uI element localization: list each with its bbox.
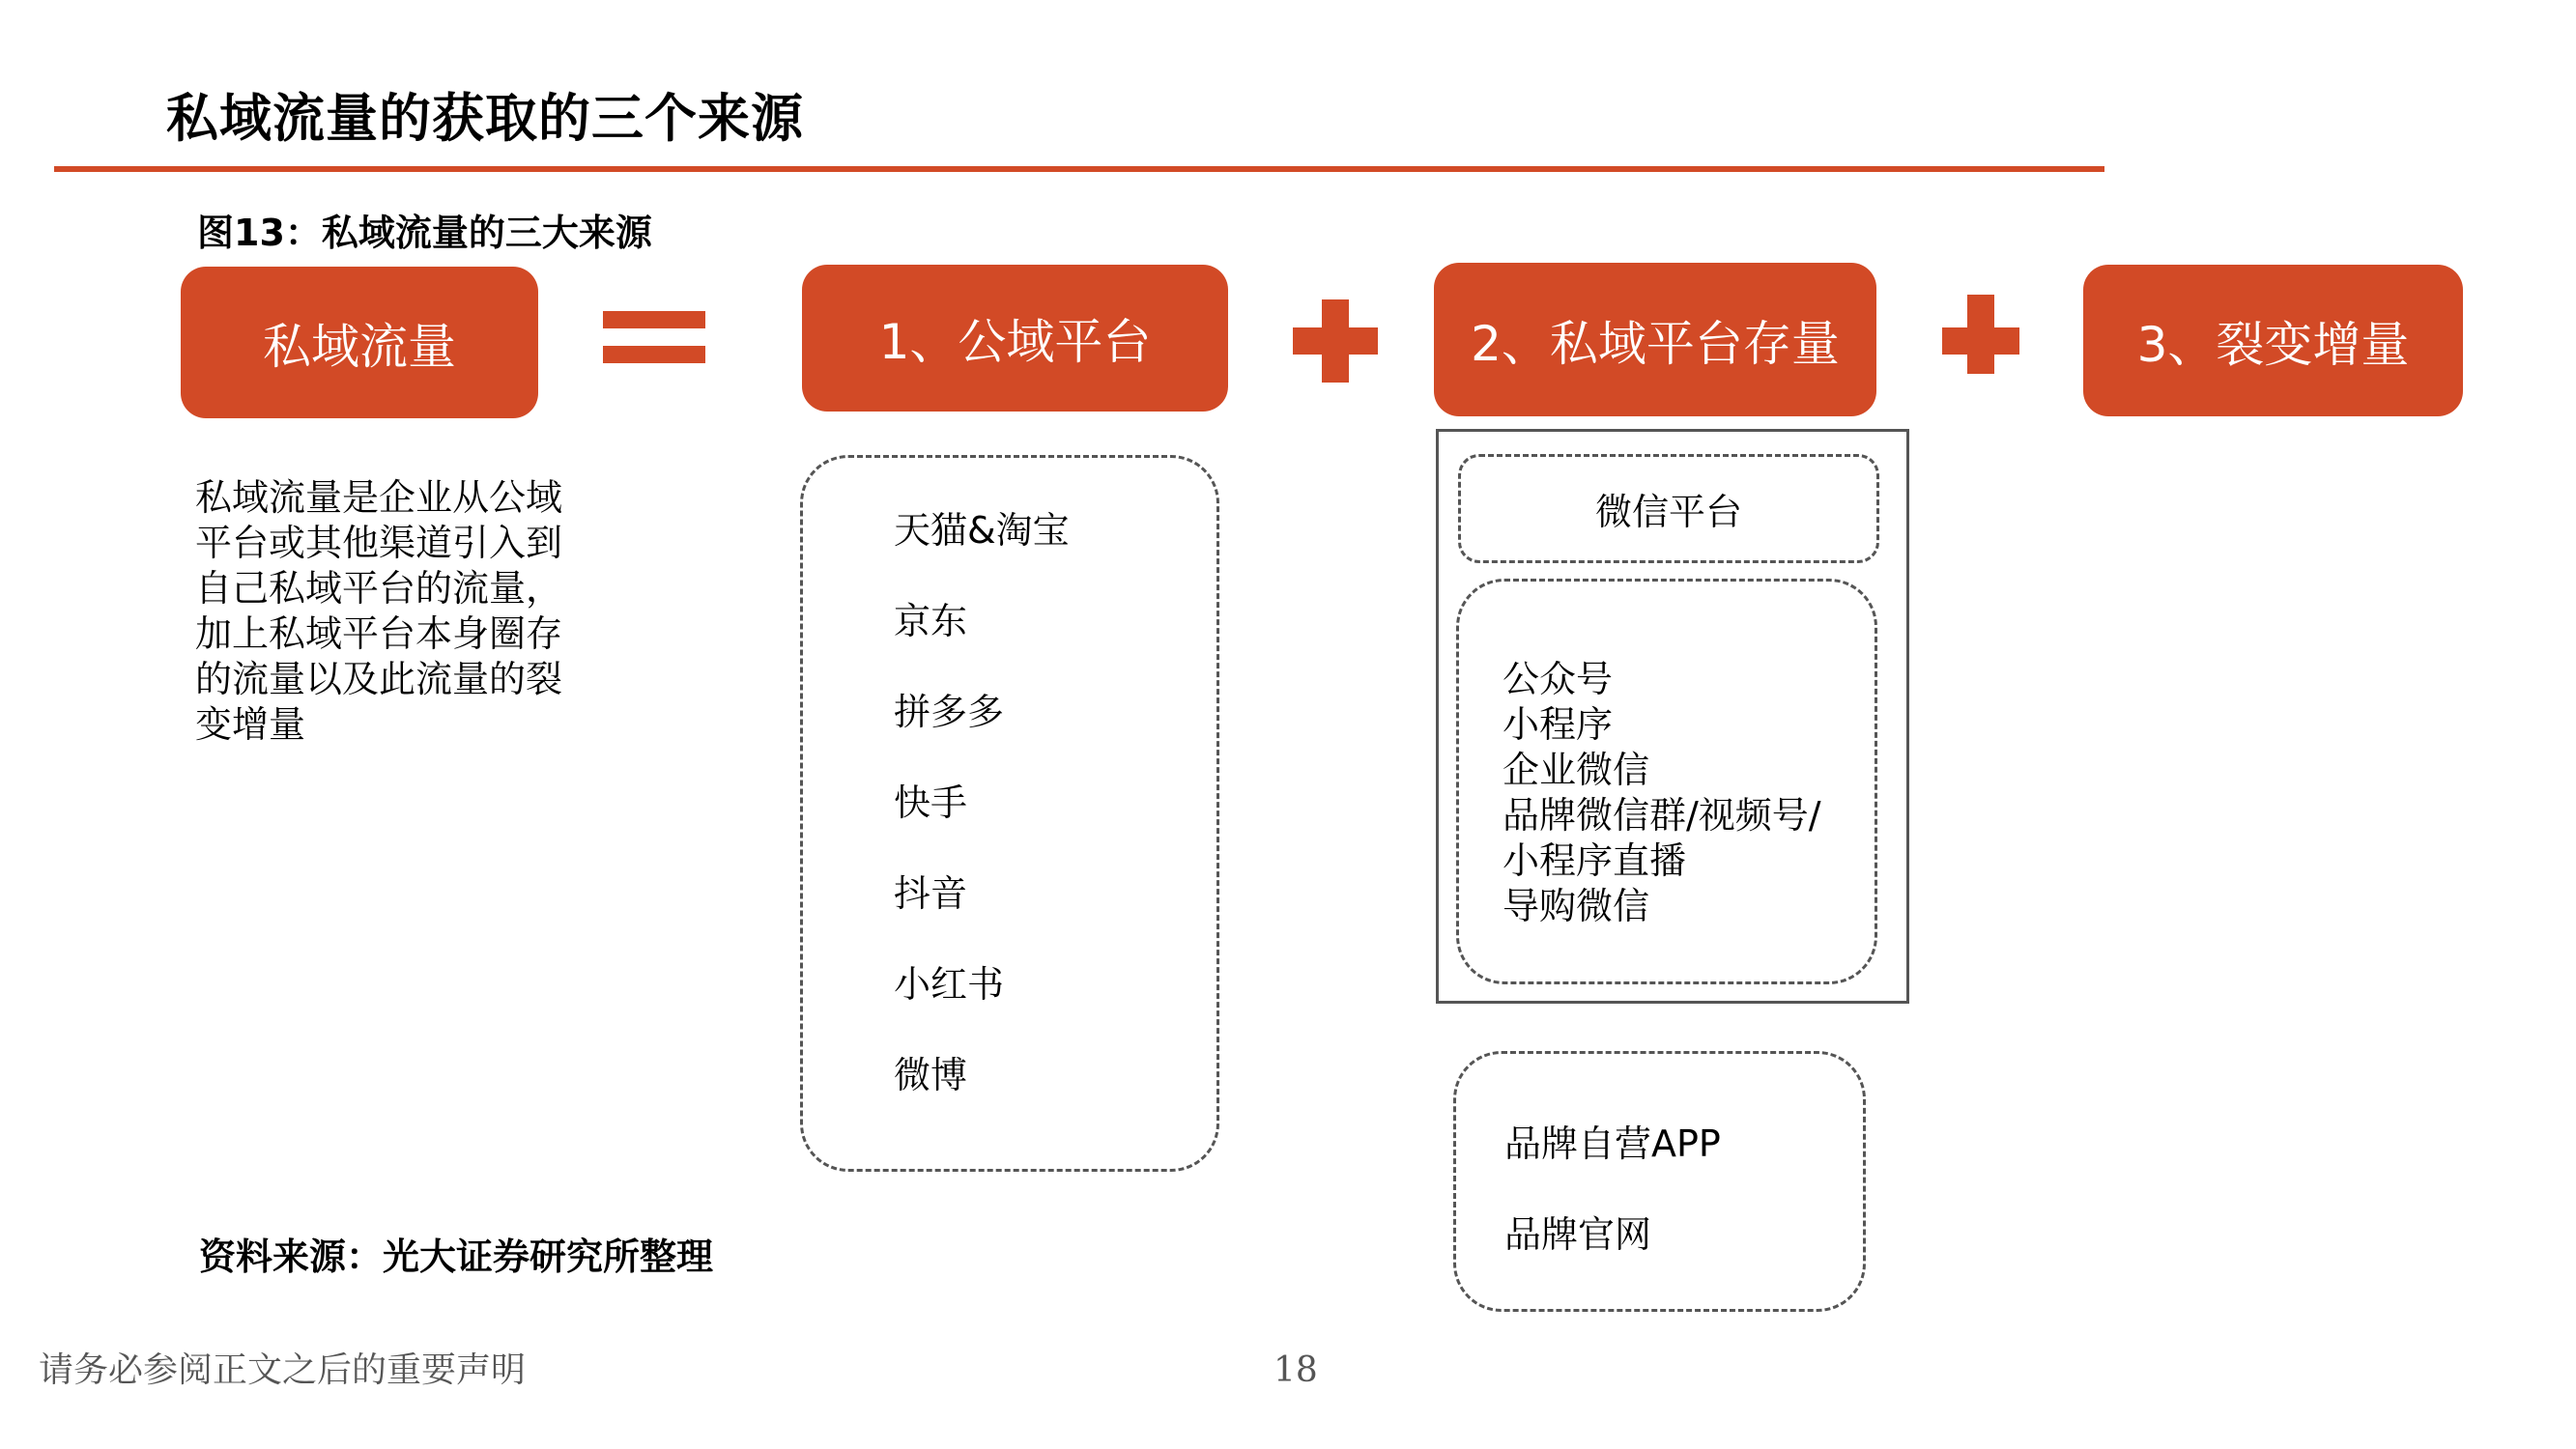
list-item: 品牌微信群/视频号/ (1503, 794, 1821, 837)
private-traffic-tile: 私域流量 (181, 267, 538, 418)
public-domain-tile: 1、公域平台 (802, 265, 1228, 412)
list-item: 小红书 (894, 963, 1005, 1006)
source-note: 资料来源：光大证券研究所整理 (199, 1236, 714, 1278)
plus-sign-2-vertical (1967, 295, 1994, 374)
list-item: 品牌官网 (1504, 1213, 1652, 1256)
figure-title: 图13：私域流量的三大来源 (197, 212, 652, 254)
equals-sign-bottom-bar (603, 346, 705, 363)
owned-platform-box (1453, 1051, 1866, 1312)
wechat-items-box (1456, 579, 1877, 984)
plus-sign-1-vertical (1322, 299, 1349, 383)
page-title: 私域流量的获取的三个来源 (166, 88, 804, 149)
list-item: 品牌自营APP (1504, 1122, 1721, 1165)
equals-sign-top-bar (603, 311, 705, 328)
disclaimer-note: 请务必参阅正文之后的重要声明 (39, 1350, 527, 1390)
definition-text: 私域流量是企业从公域平台或其他渠道引入到自己私域平台的流量，加上私域平台本身圈存的流量以及此流量的裂变增量 (195, 476, 563, 746)
wechat-platform-label-box (1458, 454, 1879, 563)
list-item: 导购微信 (1503, 885, 1650, 927)
list-item: 小程序 (1503, 703, 1614, 746)
list-item: 微博 (894, 1054, 968, 1096)
public-platform-list (800, 455, 1219, 1172)
list-item: 京东 (894, 600, 968, 642)
list-item: 小程序直播 (1503, 839, 1687, 882)
list-item: 抖音 (894, 872, 968, 915)
private-stock-tile: 2、私域平台存量 (1434, 263, 1876, 416)
list-item: 天猫&淘宝 (894, 509, 1070, 552)
wechat-platform-label: 微信平台 (1594, 491, 1742, 533)
list-item: 快手 (894, 781, 968, 824)
list-item: 拼多多 (894, 691, 1005, 733)
page-number: 18 (1274, 1350, 1318, 1390)
title-divider (54, 166, 2104, 172)
list-item: 企业微信 (1503, 749, 1650, 791)
fission-increment-tile: 3、裂变增量 (2083, 265, 2463, 416)
list-item: 公众号 (1503, 658, 1614, 700)
